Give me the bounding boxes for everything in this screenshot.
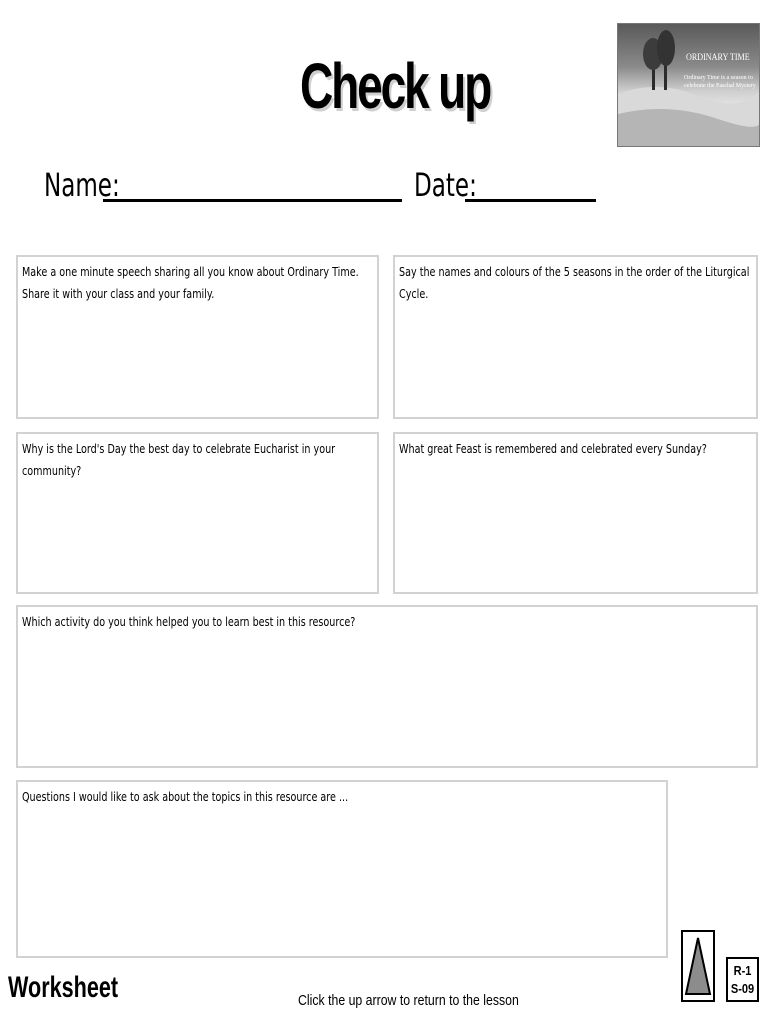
question-text: Which activity do you think helped you to learn best in this resource? — [22, 615, 356, 629]
question-box[interactable] — [16, 255, 379, 419]
question-box[interactable] — [16, 605, 758, 768]
worksheet-label: Worksheet — [8, 971, 119, 1004]
question-box[interactable] — [393, 432, 758, 594]
question-text: Questions I would like to ask about the topics in this resource are ... — [22, 790, 349, 804]
resource-code-line2: S-09 — [730, 981, 755, 996]
header-image-subtitle: Ordinary Time is a season to celebrate the Paschal Mystery — [684, 75, 756, 89]
date-field[interactable] — [465, 199, 596, 202]
resource-code-button[interactable] — [726, 957, 759, 1002]
question-box[interactable] — [16, 780, 668, 958]
header-image-title: ORDINARY TIME — [686, 52, 750, 62]
name-field[interactable] — [103, 199, 402, 202]
question-text: Make a one minute speech sharing all you know about Ordinary Time. Share it with your class and your family. — [22, 265, 359, 301]
up-arrow-button[interactable] — [681, 930, 715, 1002]
question-text: Say the names and colours of the 5 seasons in the order of the Liturgical Cycle. — [399, 265, 750, 301]
footer-instruction: Click the up arrow to return to the lesson — [298, 992, 519, 1009]
resource-code-line1: R-1 — [733, 963, 752, 978]
question-text: Why is the Lord's Day the best day to celebrate Eucharist in your community? — [22, 442, 336, 478]
header-image — [617, 23, 760, 147]
up-arrow-icon — [683, 932, 713, 1000]
date-label: Date: — [414, 166, 477, 204]
question-box[interactable] — [16, 432, 379, 594]
page-title: Check up — [300, 50, 491, 122]
name-label: Name: — [44, 166, 120, 204]
question-box[interactable] — [393, 255, 758, 419]
question-text: What great Feast is remembered and celebrated every Sunday? — [399, 442, 707, 456]
